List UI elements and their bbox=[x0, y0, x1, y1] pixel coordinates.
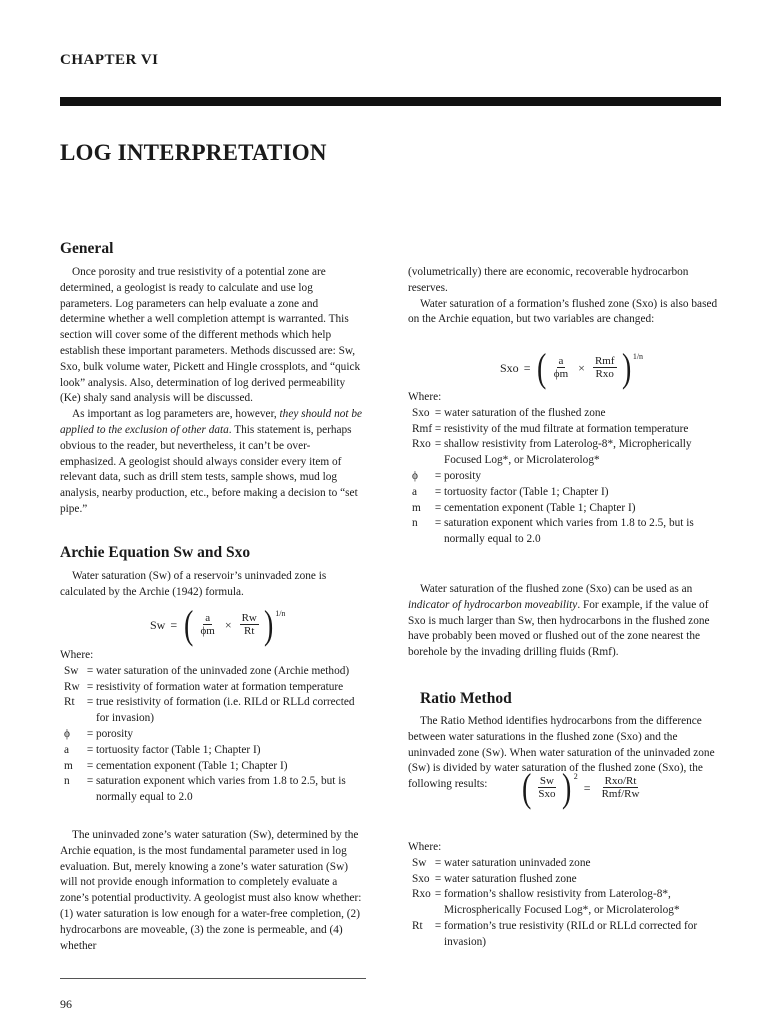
definition-item bbox=[408, 437, 720, 469]
equals-sign: = bbox=[434, 888, 442, 901]
definition-item bbox=[60, 759, 366, 775]
definition-item bbox=[408, 516, 720, 548]
definition-item bbox=[60, 695, 366, 727]
definition-text: porosity bbox=[444, 469, 482, 482]
definition-text: saturation exponent which varies from 1.8 to 2.5, but is normally equal to 2.0 bbox=[444, 517, 694, 546]
definition-symbol: Sw bbox=[412, 856, 427, 869]
equals-sign: = bbox=[434, 517, 442, 530]
equals-sign: = bbox=[434, 469, 442, 482]
definition-text: resistivity of formation water at formation temperature bbox=[96, 680, 344, 693]
sxo-paragraph: Water saturation of a formation’s flushed zone (Sxo) is also based on the Archie equation, but two variables are changed: bbox=[408, 297, 718, 326]
equals-sign: = bbox=[434, 438, 442, 451]
definition-symbol: Rmf bbox=[412, 422, 433, 435]
definition-symbol: Rxo bbox=[412, 888, 431, 901]
ratio-formula: ( $\frac{Sw}{\text{Sxo}}$ ) 2 = $\frac{\text{Rxo/Rt}}{\text{Rmf/Rw}}$ bbox=[521, 765, 640, 810]
equals-sign: = bbox=[86, 664, 94, 677]
definition-symbol: m bbox=[412, 501, 421, 514]
definition-item bbox=[60, 743, 366, 759]
definition-text: water saturation of the flushed zone bbox=[444, 406, 606, 419]
definition-symbol: Rt bbox=[64, 696, 75, 709]
definition-text: formation’s true resistivity (RILd or RLLd corrected for invasion) bbox=[444, 919, 698, 948]
general-section bbox=[60, 265, 366, 518]
definition-item bbox=[60, 664, 366, 680]
definition-text: saturation exponent which varies from 1.8 to 2.5, but is normally equal to 2.0 bbox=[96, 775, 346, 804]
definition-item bbox=[408, 469, 720, 485]
ratio-paragraph: The Ratio Method identifies hydrocarbons from the difference between water saturations in the flushed zone (Sxo) and the uninvaded zone (Sw). When water saturation of the uninvaded zone (Sw) is divided by water saturation of the flushed zone (Sxo), the following results: bbox=[408, 715, 715, 791]
general-paragraph-2: As important as log parameters are, however, they should not be applied to the exclusion of other data. This statement is, perhaps obvious to the reader, but nevertheless, it can’t be over-emphasized. A geologist should always consider every item of relevant data, such as drill stem tests, sample shows, mud log analysis, nearby production, etc., before making a decision to “set pipe.” bbox=[60, 408, 363, 515]
definition-text: water saturation of the uninvaded zone (Archie method) bbox=[96, 664, 350, 677]
definition-symbol: ϕ bbox=[412, 469, 418, 482]
general-heading: General bbox=[60, 240, 114, 257]
ratio-heading: Ratio Method bbox=[420, 690, 512, 707]
definition-item bbox=[60, 774, 366, 806]
moveability-paragraph: Water saturation of the flushed zone (Sxo) can be used as an indicator of hydrocarbon moveability. For example, if the value of Sxo is much larger than Sw, then hydrocarbons in the flushed zone have probably been moved or flushed out of the zone nearest the borehole by the invading drilling fluids (Rmf). bbox=[408, 583, 710, 659]
definition-text: formation’s shallow resistivity from Laterolog-8*, Microspherically Focused Log*, or Microlaterolog* bbox=[444, 888, 680, 917]
definition-symbol: n bbox=[412, 517, 418, 530]
definition-symbol: a bbox=[412, 485, 418, 498]
chapter-label: CHAPTER VI bbox=[60, 52, 159, 68]
definition-symbol: m bbox=[64, 759, 73, 772]
definition-symbol: Rt bbox=[412, 919, 423, 932]
definition-text: tortuosity factor (Table 1; Chapter I) bbox=[444, 485, 609, 498]
archie-sw-formula: Sw = ( $\frac{a}{\phi m}$ × $\frac{Rw}{Rt}$ ) 1/n bbox=[150, 602, 286, 647]
definition-symbol: a bbox=[64, 743, 70, 756]
definition-item bbox=[60, 727, 366, 743]
definition-text: cementation exponent (Table 1; Chapter I) bbox=[444, 501, 636, 514]
sxo-formula: Sxo = ( $\frac{a}{\phi m}$ × $\frac{\text{Rmf}}{\text{Rxo}}$ ) 1/n bbox=[500, 345, 644, 390]
equals-sign: = bbox=[434, 422, 442, 435]
definition-item bbox=[408, 919, 720, 951]
definition-text: true resistivity of formation (i.e. RILd or RLLd corrected for invasion) bbox=[96, 696, 355, 725]
definition-symbol: n bbox=[64, 775, 70, 788]
definition-symbol: Sxo bbox=[412, 872, 430, 885]
equals-sign: = bbox=[434, 485, 442, 498]
right-top-text bbox=[408, 265, 720, 328]
page-title: LOG INTERPRETATION bbox=[60, 140, 327, 165]
definition-text: water saturation uninvaded zone bbox=[444, 856, 591, 869]
equals-sign: = bbox=[86, 759, 94, 772]
definition-text: tortuosity factor (Table 1; Chapter I) bbox=[96, 743, 261, 756]
definition-symbol: Sw bbox=[64, 664, 79, 677]
definition-text: porosity bbox=[96, 727, 134, 740]
equals-sign: = bbox=[86, 743, 94, 756]
definition-text: shallow resistivity from Laterolog-8*, Micropherically Focused Log*, or Microlaterolog* bbox=[444, 438, 692, 467]
definition-symbol: Sxo bbox=[412, 406, 430, 419]
equals-sign: = bbox=[434, 406, 442, 419]
equals-sign: = bbox=[86, 727, 94, 740]
chapter-rule bbox=[60, 97, 721, 106]
definition-text: resistivity of the mud filtrate at formation temperature bbox=[444, 422, 689, 435]
archie-intro: Water saturation (Sw) of a reservoir’s uninvaded zone is calculated by the Archie (1942) formula. bbox=[60, 570, 327, 598]
archie-definitions: Where: Sw = water saturation of the uninvaded zone (Archie method) Rw = resistivity of formation water at formation temperature Rt = true resistivity of formation (i.e. RILd or RLLd corrected for invasion) ϕ = porosity a = tortuosity factor (Table 1; Chapter I) m = cementation exponent (Table 1; Chapter I) n = saturation exponent which varies from 1.8 to 2.5, but is normally equal to 2.0 bbox=[60, 648, 366, 806]
equals-sign: = bbox=[86, 680, 94, 693]
equals-sign: = bbox=[86, 775, 94, 788]
definition-symbol: ϕ bbox=[64, 727, 70, 740]
footer-rule bbox=[60, 978, 366, 979]
definition-item bbox=[408, 422, 720, 438]
general-paragraph-1: Once porosity and true resistivity of a potential zone are determined, a geologist is ready to calculate and use log parameters. Log parameters can help evaluate a zone and determine whether a well completion attempt is warranted. This section will cover some of the different methods which help establish these important parameters. Methods discussed are: Sw, Sxo, bulk volume water, Pickett and Hingle crossplots, and “quick look” analysis. Also, determination of log derived permeability (Ke) shaly sand analysis will be discussed. bbox=[60, 266, 361, 405]
definition-item bbox=[408, 485, 720, 501]
equals-sign: = bbox=[86, 696, 94, 709]
definition-item bbox=[408, 856, 720, 872]
definition-symbol: Rw bbox=[64, 680, 80, 693]
archie-heading: Archie Equation Sw and Sxo bbox=[60, 544, 251, 561]
archie-paragraph: The uninvaded zone’s water saturation (Sw), determined by the Archie equation, is the most fundamental parameter used in log evaluation. But, merely knowing a zone’s water saturation (Sw) will not provide enough information to completely evaluate a zone’s potential productivity. A geologist must also know whether: (1) water saturation is low enough for a water-free completion, (2) hydrocarbons are moveable, (3) the zone is permeable, and (4) whether bbox=[60, 829, 362, 952]
definition-text: cementation exponent (Table 1; Chapter I) bbox=[96, 759, 288, 772]
continued-paragraph: (volumetrically) there are economic, recoverable hydrocarbon reserves. bbox=[408, 266, 689, 294]
sxo-definitions: Where: Sxo = water saturation of the flushed zone Rmf = resistivity of the mud filtrate at formation temperature Rxo = shallow resistivity from Laterolog-8*, Micropherically Focused Log*, or Microlaterolog* ϕ = porosity a = tortuosity factor (Table 1; Chapter I) m = cementation exponent (Table 1; Chapter I) n = saturation exponent which varies from 1.8 to 2.5, but is normally equal to 2.0 bbox=[408, 390, 720, 548]
equals-sign: = bbox=[434, 856, 442, 869]
equals-sign: = bbox=[434, 872, 442, 885]
definition-item bbox=[408, 872, 720, 888]
page-number: 96 bbox=[60, 997, 72, 1011]
equals-sign: = bbox=[434, 919, 442, 932]
ratio-definitions: Where: Sw = water saturation uninvaded zone Sxo = water saturation flushed zone Rxo = formation’s shallow resistivity from Laterolog-8*, Microspherically Focused Log*, or Microlaterolog* Rt = formation’s true resistivity (RILd or RLLd corrected for invasion) bbox=[408, 840, 720, 951]
definition-item bbox=[408, 406, 720, 422]
definition-item bbox=[408, 887, 720, 919]
definition-item bbox=[60, 680, 366, 696]
equals-sign: = bbox=[434, 501, 442, 514]
definition-item bbox=[408, 501, 720, 517]
definition-text: water saturation flushed zone bbox=[444, 872, 577, 885]
definition-symbol: Rxo bbox=[412, 438, 431, 451]
